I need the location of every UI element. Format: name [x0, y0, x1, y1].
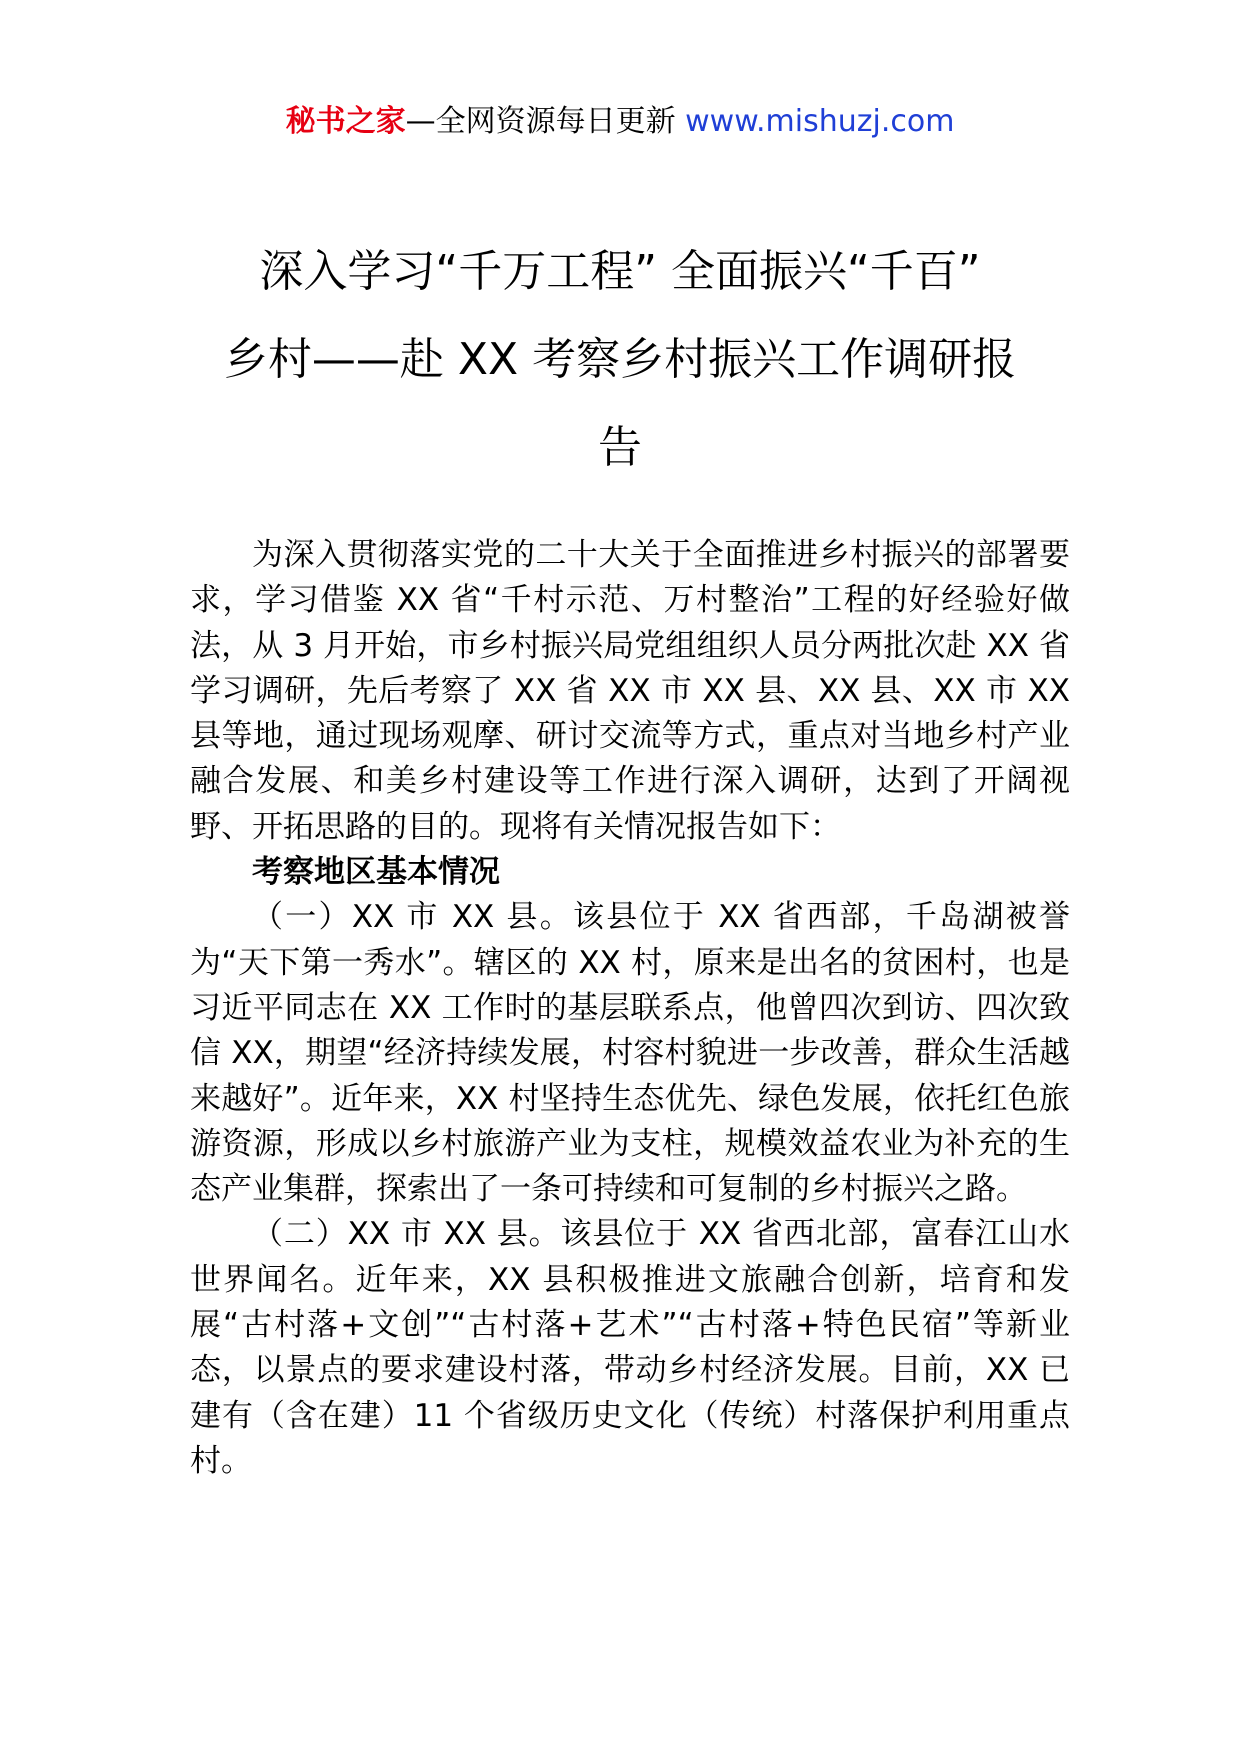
- document-title: [150, 228, 1090, 492]
- brand-name: 秘书之家: [285, 104, 406, 139]
- site-url-link[interactable]: www.mishuzj.com: [685, 104, 955, 139]
- paragraph-2: （二）XX 市 XX 县。该县位于 XX 省西北部，富春江山水世界闻名。近年来，XX 县积极推进文旅融合创新，培育和发展“古村落+文创”“古村落+艺术”“古村落+特色民宿”等新业态，以景点的要求建设村落，带动乡村经济发展。目前，XX 已建有（含在建）11 个省级历史文化（传统）村落保护利用重点村。: [190, 1216, 1070, 1479]
- document-body: [190, 533, 1070, 1484]
- site-header: [0, 100, 1240, 144]
- title-line-3: 告: [598, 422, 642, 473]
- title-line-2: 乡村——赴 XX 考察乡村振兴工作调研报: [223, 334, 1017, 385]
- title-line-1: 深入学习“千万工程” 全面振兴“千百”: [259, 246, 981, 297]
- section-heading: 考察地区基本情况: [252, 854, 500, 891]
- header-tagline: —全网资源每日更新: [405, 104, 686, 139]
- intro-paragraph: 为深入贯彻落实党的二十大关于全面推进乡村振兴的部署要求，学习借鉴 XX 省“千村示范、万村整治”工程的好经验好做法，从 3 月开始，市乡村振兴局党组组织人员分两批次赴 XX 省学习调研，先后考察了 XX 省 XX 市 XX 县、XX 县、XX 市 XX 县等地，通过现场观摩、研讨交流等方式，重点对当地乡村产业融合发展、和美乡村建设等工作进行深入调研，达到了开阔视野、开拓思路的目的。现将有关情况报告如下：: [190, 537, 1070, 845]
- paragraph-1: （一）XX 市 XX 县。该县位于 XX 省西部，千岛湖被誉为“天下第一秀水”。辖区的 XX 村，原来是出名的贫困村，也是习近平同志在 XX 工作时的基层联系点，他曾四次到访、四次致信 XX，期望“经济持续发展，村容村貌进一步改善，群众生活越来越好”。近年来，XX 村坚持生态优先、绿色发展，依托红色旅游资源，形成以乡村旅游产业为支柱，规模效益农业为补充的生态产业集群，探索出了一条可持续和可复制的乡村振兴之路。: [190, 899, 1070, 1208]
